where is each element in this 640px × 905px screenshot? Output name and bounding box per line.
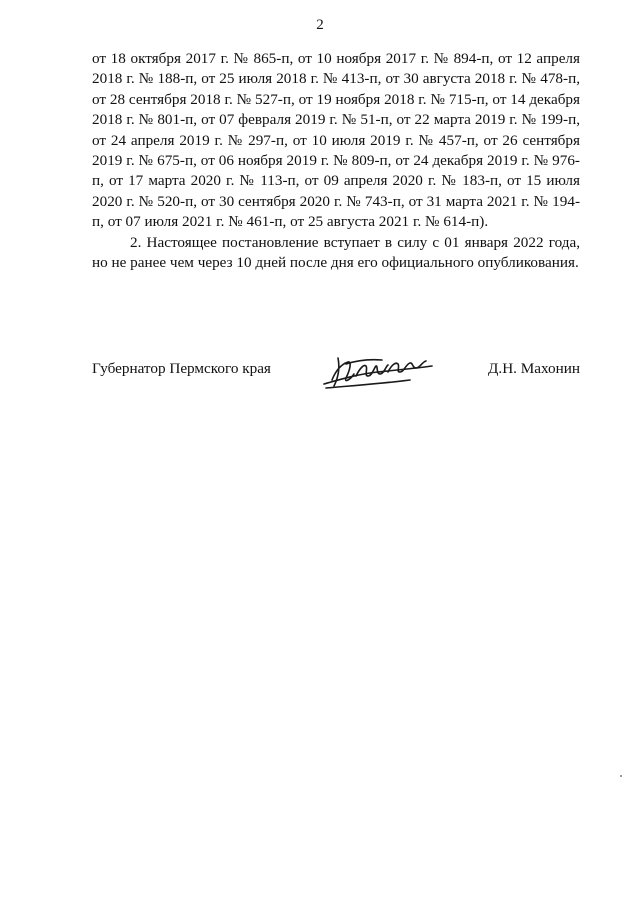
signatory-position: Губернатор Пермского края [92, 360, 271, 377]
paragraph-continuation: от 18 октября 2017 г. № 865-п, от 10 ноября 2017 г. № 894-п, от 12 апреля 2018 г. № 188-п, от 25 июля 2018 г. № 413-п, от 30 августа 2018 г. № 478-п, от 28 сентября 2018 г. № 527-п, от 19 ноября 2018 г. № 715-п, от 14 декабря 2018 г. № 801-п, от 07 февраля 2019 г. № 51-п, от 22 марта 2019 г. № 199-п, от 24 апреля 2019 г. № 297-п, от 10 июля 2019 г. № 457-п, от 26 сентября 2019 г. № 675-п, от 06 ноября 2019 г. № 809-п, от 24 декабря 2019 г. № 976-п, от 17 марта 2020 г. № 113-п, от 09 апреля 2020 г. № 183-п, от 15 июля 2020 г. № 520-п, от 30 сентября 2020 г. № 743-п, от 31 марта 2021 г. № 194-п, от 07 июля 2021 г. № 461-п, от 25 августа 2021 г. № 614-п). [92, 50, 580, 231]
handwritten-signature [318, 350, 436, 392]
scan-speck [620, 775, 622, 777]
paragraph-effective-date: 2. Настоящее постановление вступает в силу с 01 января 2022 года, но не ранее чем через 10 дней после дня его официального опубликования. [92, 233, 580, 272]
document-body [92, 49, 580, 273]
page-number: 2 [316, 17, 324, 33]
signatory-name: Д.Н. Махонин [488, 360, 580, 377]
